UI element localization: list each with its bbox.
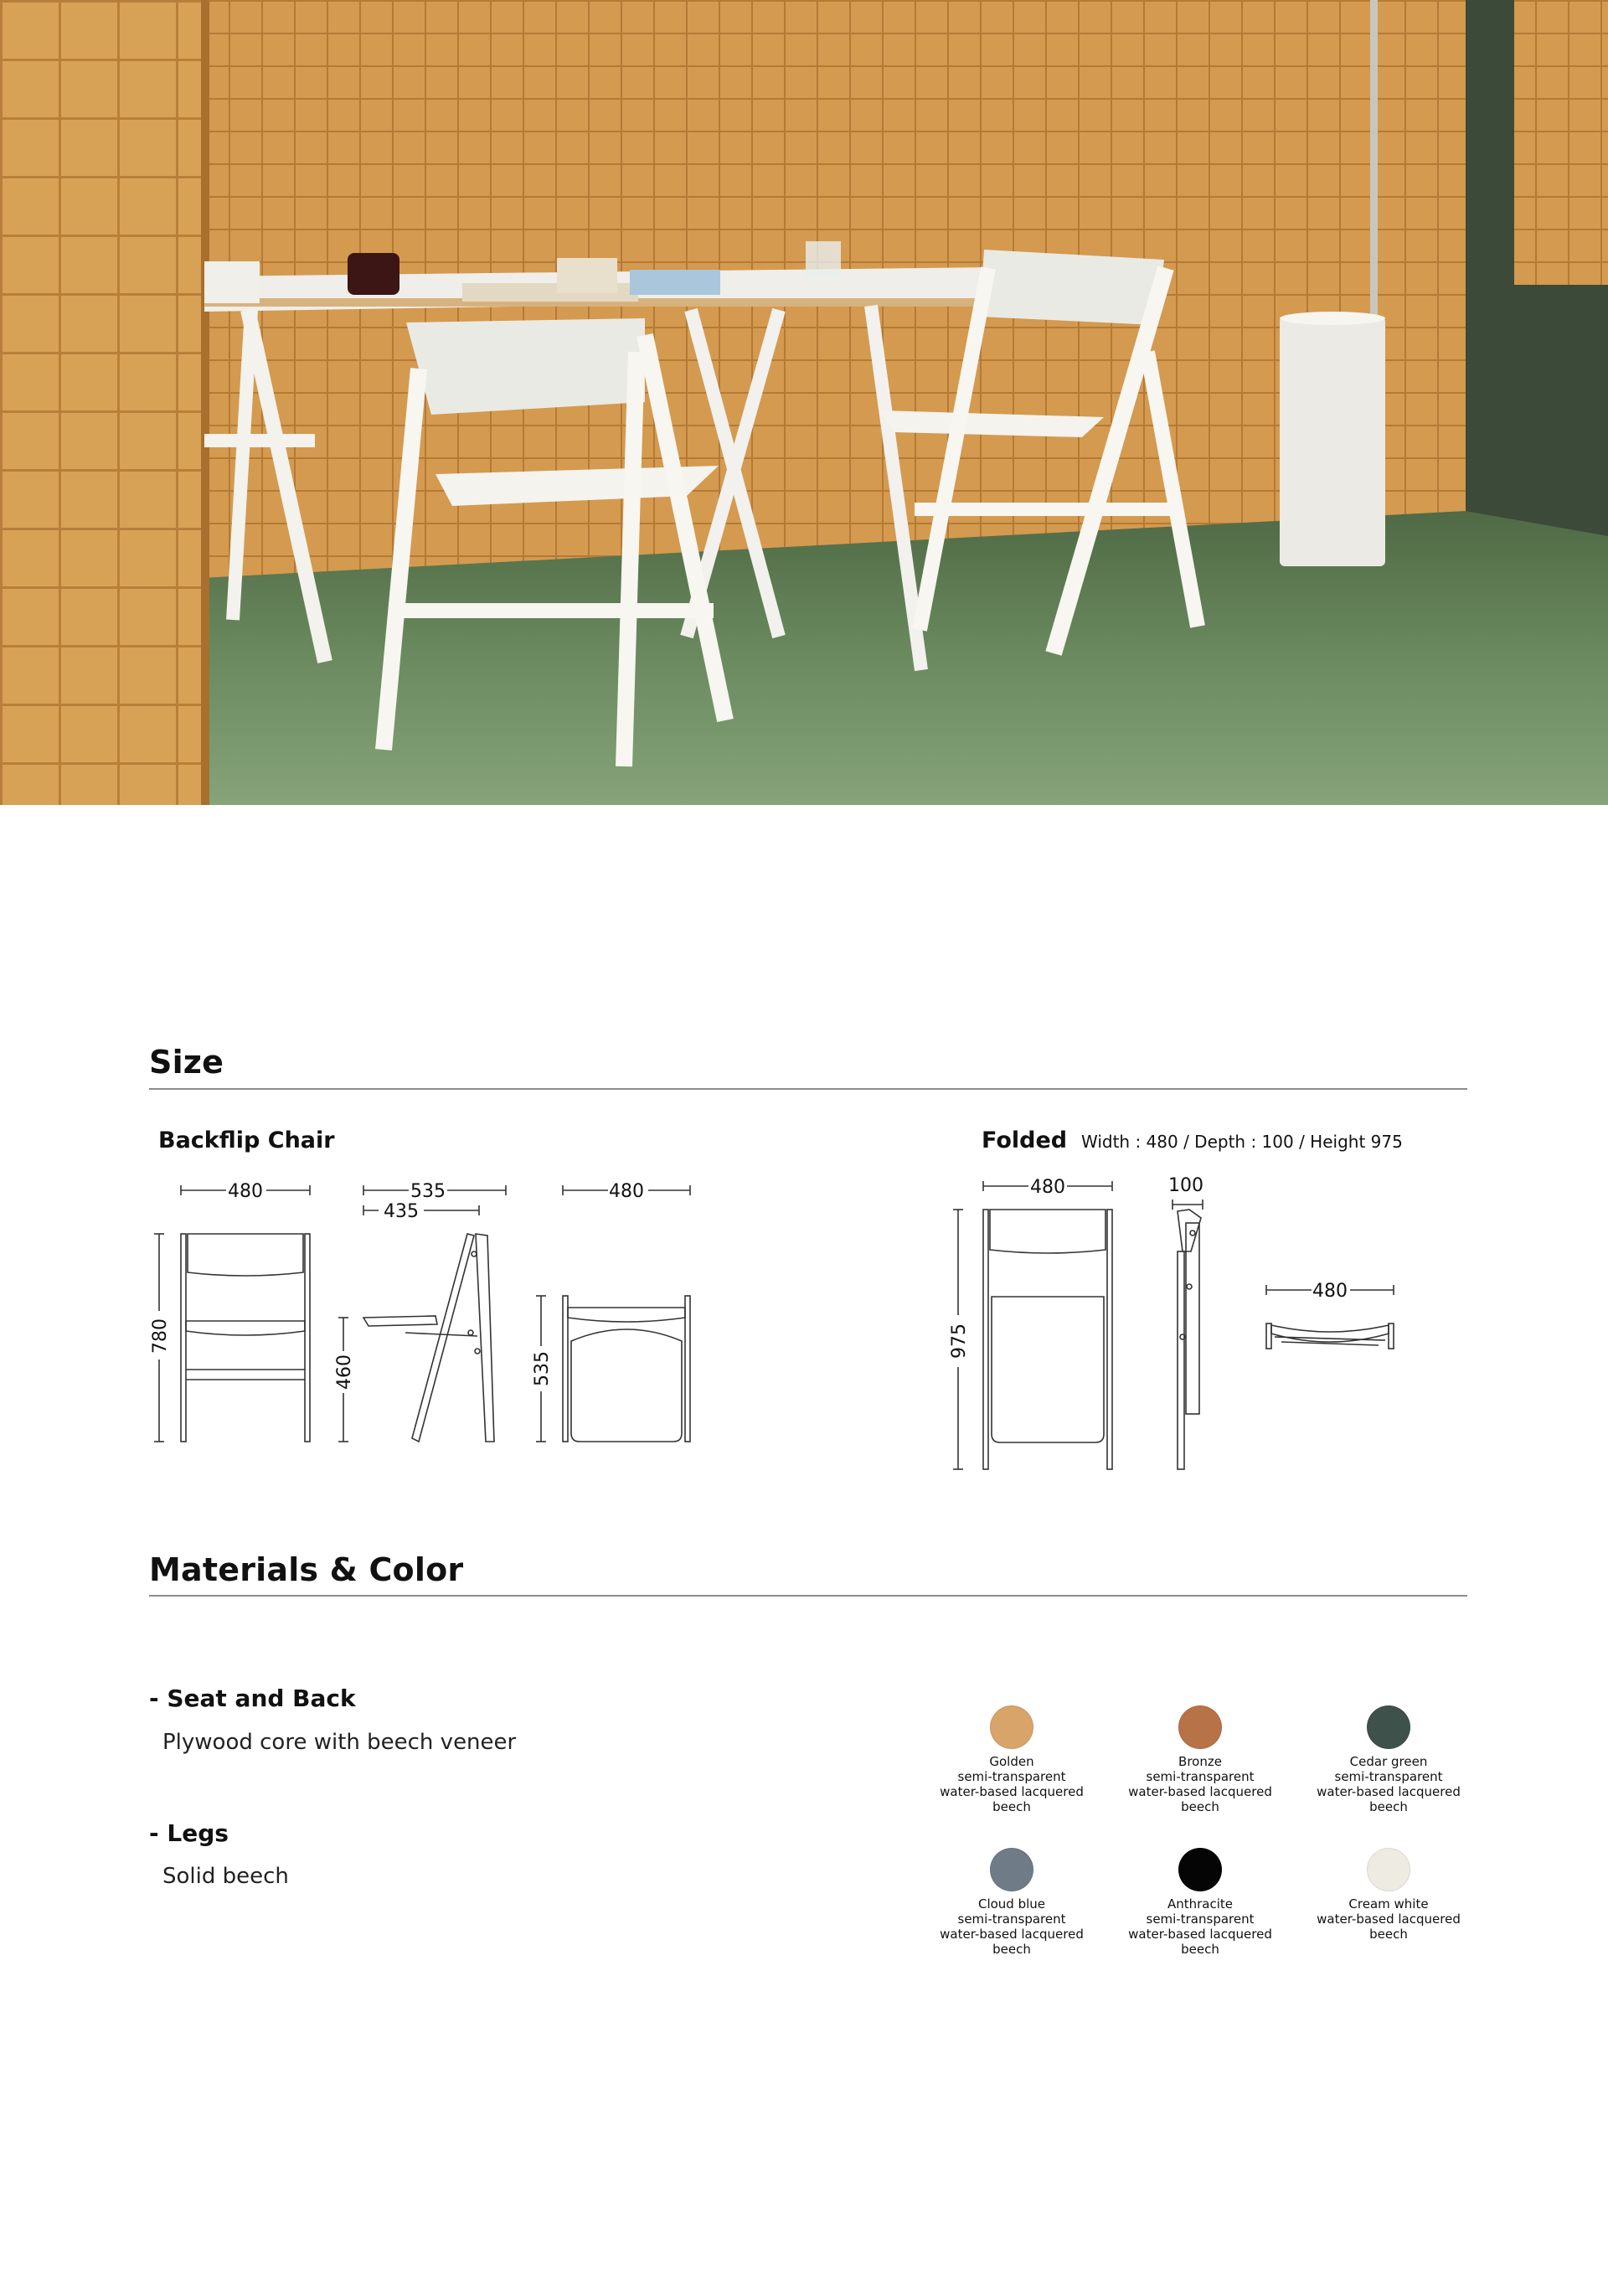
swatch-wood: beech (992, 1942, 1031, 1957)
legs-description: Solid beech (162, 1864, 289, 1889)
swatch-wood: beech (1369, 1927, 1408, 1942)
folded-depth-label: 100 (1168, 1175, 1203, 1196)
swatch-finish: semi-transparent (957, 1912, 1066, 1927)
size-section-divider (149, 1088, 1467, 1090)
seat-back-heading: - Seat and Back (149, 1685, 356, 1712)
hero-photo (0, 0, 1608, 805)
folded-dimension-drawings (946, 1164, 1415, 1483)
legs-heading: - Legs (149, 1819, 229, 1847)
front-height-label: 780 (150, 1318, 171, 1354)
swatch-lacquer: water-based lacquered (1128, 1927, 1272, 1942)
swatch-golden (928, 1705, 1095, 1814)
folded-width-label: 480 (1030, 1177, 1065, 1198)
swatch-lacquer: water-based lacquered (1317, 1784, 1461, 1799)
swatch-name: Bronze (1178, 1754, 1222, 1769)
swatch-name: Golden (989, 1754, 1034, 1769)
swatch-cream-white (1305, 1848, 1472, 1942)
swatch-wood: beech (992, 1799, 1031, 1814)
color-dot (1367, 1848, 1410, 1891)
folded-height-label: 975 (949, 1323, 970, 1359)
swatch-finish: semi-transparent (957, 1769, 1066, 1784)
side-depth-label: 535 (410, 1181, 446, 1202)
top-depth-label: 535 (532, 1351, 553, 1386)
swatch-wood: beech (1181, 1799, 1219, 1814)
swatch-name: Cloud blue (977, 1896, 1046, 1912)
swatch-cedar-green (1305, 1705, 1472, 1814)
color-dot (1178, 1848, 1222, 1891)
swatch-anthracite (1116, 1848, 1284, 1957)
swatch-lacquer: water-based lacquered (940, 1784, 1084, 1799)
chair-dimension-drawings (142, 1169, 712, 1462)
seat-back-description: Plywood core with beech veneer (162, 1730, 517, 1755)
folded-top-width-label: 480 (1312, 1281, 1348, 1302)
swatch-name: Cedar green (1349, 1754, 1428, 1769)
swatch-lacquer: water-based lacquered (940, 1927, 1084, 1942)
color-dot (990, 1848, 1033, 1891)
swatch-cloud-blue (928, 1848, 1095, 1957)
swatch-finish: semi-transparent (1146, 1912, 1255, 1927)
size-section-title: Size (149, 1044, 224, 1081)
swatch-name: Cream white (1348, 1896, 1429, 1912)
color-dot (1178, 1705, 1222, 1749)
materials-section-divider (149, 1595, 1467, 1597)
chair-title: Backflip Chair (158, 1127, 335, 1153)
materials-section-title: Materials & Color (149, 1551, 464, 1588)
folded-title: Folded (982, 1127, 1068, 1153)
swatch-wood: beech (1369, 1799, 1408, 1814)
front-width-label: 480 (228, 1181, 263, 1202)
swatch-wood: beech (1181, 1942, 1219, 1957)
swatch-finish: semi-transparent (1146, 1769, 1255, 1784)
swatch-name: Anthracite (1167, 1896, 1234, 1912)
swatch-finish: semi-transparent (1334, 1769, 1443, 1784)
swatch-lacquer: water-based lacquered (1317, 1912, 1461, 1927)
side-seat-height-label: 460 (334, 1354, 355, 1390)
top-width-label: 480 (609, 1181, 644, 1202)
color-dot (1367, 1705, 1410, 1749)
folded-spec: Width : 480 / Depth : 100 / Height 975 (1081, 1132, 1403, 1152)
color-dot (990, 1705, 1033, 1749)
swatch-bronze (1116, 1705, 1284, 1814)
side-seat-depth-label: 435 (384, 1201, 419, 1222)
swatch-lacquer: water-based lacquered (1128, 1784, 1272, 1799)
